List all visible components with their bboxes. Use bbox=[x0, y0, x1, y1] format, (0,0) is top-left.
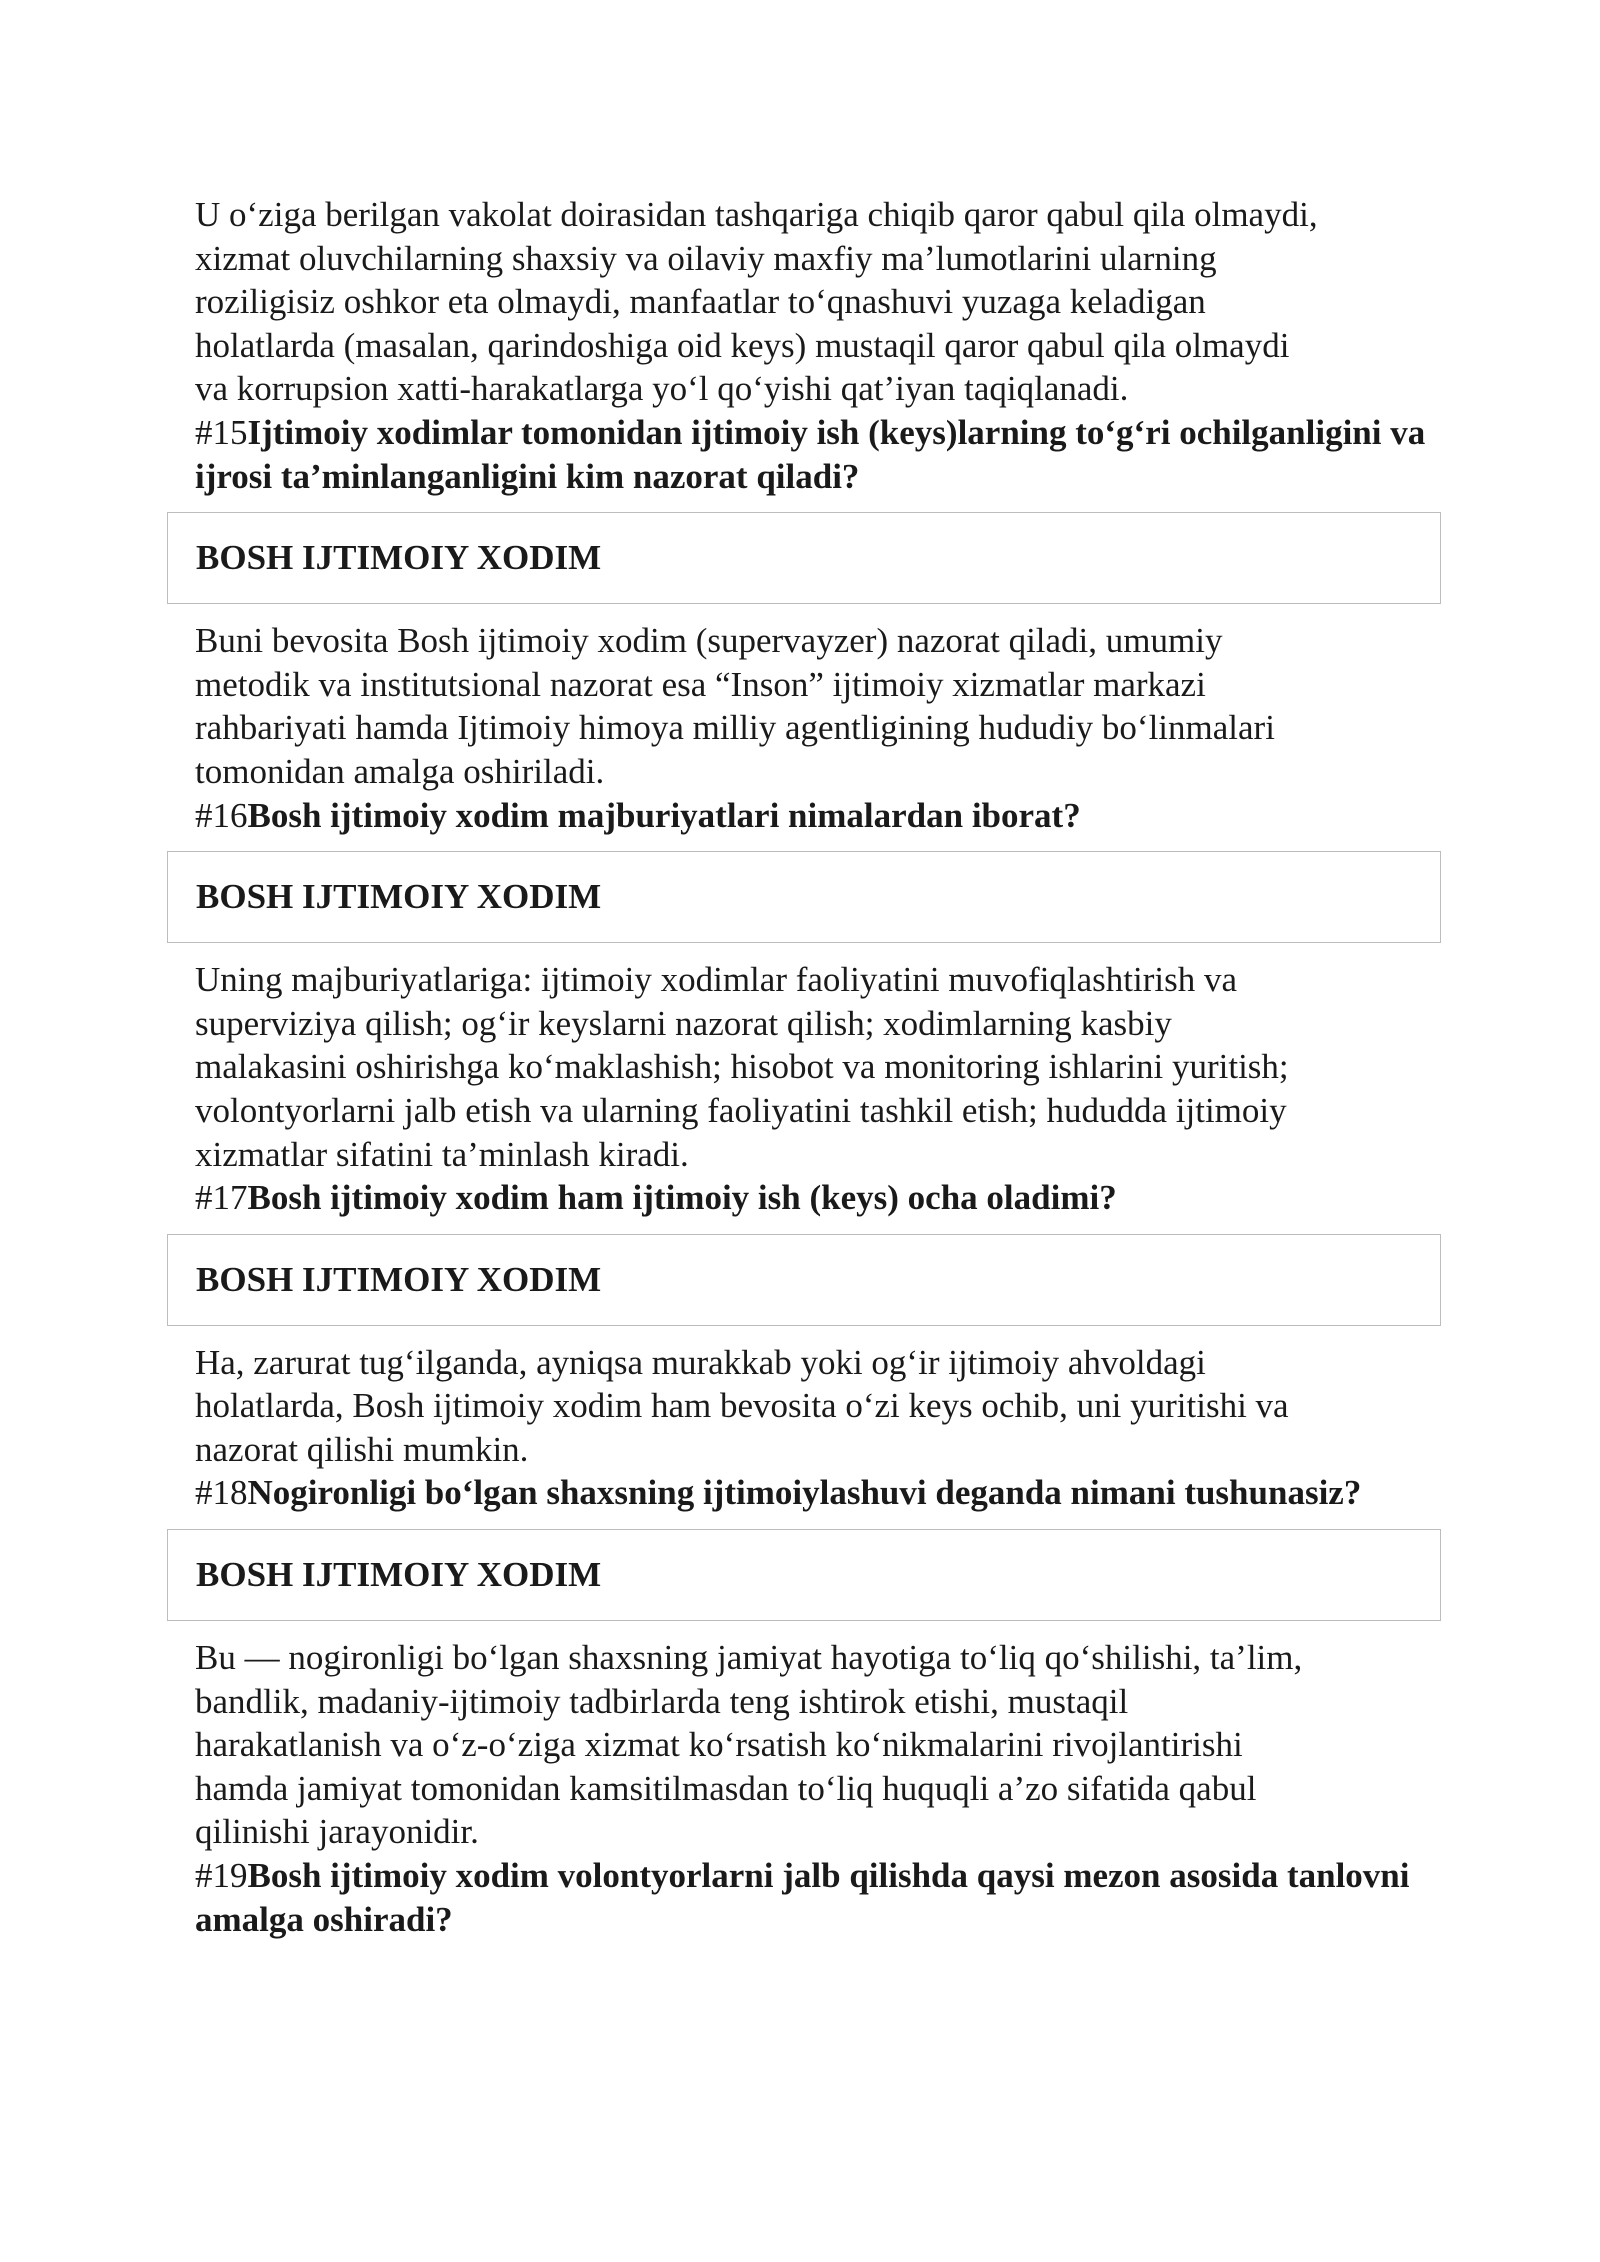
answer-paragraph: U o‘ziga berilgan vakolat doirasidan tashqariga chiqib qaror qabul qila olmaydi, xizmat oluvchilarning shaxsiy va oilaviy maxfiy ma’lumotlarini ularning roziligisiz oshkor eta olmaydi, manfaatlar to‘qnashuvi yuzaga keladigan holatlarda (masalan, qarindoshiga oid keys) mustaqil qaror qabul qila olmaydi va korrupsion xatti-harakatlarga yo‘l qo‘yishi qat’iyan taqiqlanadi. bbox=[195, 195, 1318, 409]
question-15 bbox=[195, 411, 1445, 498]
question-number: #16 bbox=[195, 795, 248, 835]
answer-paragraph: Uning majburiyatlariga: ijtimoiy xodimlar faoliyatini muvofiqlashtirish va superviziya qilish; og‘ir keyslarni nazorat qilish; xodimlarning kasbiy malakasini oshirishga ko‘maklashish; hisobot va monitoring ishlarini yuritish; volontyorlarni jalb etish va ularning faoliyatini tashkil etish; hududda ijtimoiy xizmatlar sifatini ta’minlash kiradi. bbox=[195, 960, 1289, 1174]
question-18 bbox=[195, 1471, 1445, 1515]
question-17 bbox=[195, 1176, 1445, 1220]
document-content bbox=[195, 193, 1445, 1941]
answer-option-box[interactable]: BOSH IJTIMOIY XODIM bbox=[167, 1529, 1441, 1621]
answer-option-box[interactable]: BOSH IJTIMOIY XODIM bbox=[167, 512, 1441, 604]
question-text: Bosh ijtimoiy xodim ham ijtimoiy ish (keys) ocha oladimi? bbox=[247, 1178, 1117, 1218]
answer-paragraph: Bu — nogironligi bo‘lgan shaxsning jamiyat hayotiga to‘liq qo‘shilishi, ta’lim, bandlik, madaniy-ijtimoiy tadbirlarda teng ishtirok etishi, mustaqil harakatlanish va o‘z-o‘ziga xizmat ko‘rsatish ko‘nikmalarini rivojlantirishi hamda jamiyat tomonidan kamsitilmasdan to‘liq huquqli a’zo sifatida qabul qilinishi jarayonidir. bbox=[195, 1638, 1303, 1852]
answer-option-box[interactable]: BOSH IJTIMOIY XODIM bbox=[167, 1234, 1441, 1326]
answer-option-box[interactable]: BOSH IJTIMOIY XODIM bbox=[167, 851, 1441, 943]
question-19 bbox=[195, 1854, 1445, 1941]
question-number: #19 bbox=[195, 1856, 248, 1896]
question-text: Nogironligi bo‘lgan shaxsning ijtimoiylashuvi deganda nimani tushunasiz? bbox=[247, 1473, 1362, 1513]
question-number: #15 bbox=[195, 412, 248, 452]
question-text: Ijtimoiy xodimlar tomonidan ijtimoiy ish (keys)larning to‘g‘ri ochilganligini va ijrosi ta’minlanganligini kim nazorat qiladi? bbox=[195, 412, 1426, 496]
answer-paragraph: Buni bevosita Bosh ijtimoiy xodim (supervayzer) nazorat qiladi, umumiy metodik va institutsional nazorat esa “Inson” ijtimoiy xizmatlar markazi rahbariyati hamda Ijtimoiy himoya milliy agentligining hududiy bo‘linmalari tomonidan amalga oshiriladi. bbox=[195, 621, 1275, 791]
question-number: #17 bbox=[195, 1178, 248, 1218]
question-16 bbox=[195, 794, 1445, 838]
question-text: Bosh ijtimoiy xodim volontyorlarni jalb qilishda qaysi mezon asosida tanlovni amalga oshiradi? bbox=[195, 1856, 1410, 1939]
question-number: #18 bbox=[195, 1473, 248, 1513]
question-text: Bosh ijtimoiy xodim majburiyatlari nimalardan iborat? bbox=[247, 795, 1081, 835]
answer-paragraph: Ha, zarurat tug‘ilganda, ayniqsa murakkab yoki og‘ir ijtimoiy ahvoldagi holatlarda, Bosh ijtimoiy xodim ham bevosita o‘zi keys ochib, uni yuritishi va nazorat qilishi mumkin. bbox=[195, 1342, 1289, 1469]
